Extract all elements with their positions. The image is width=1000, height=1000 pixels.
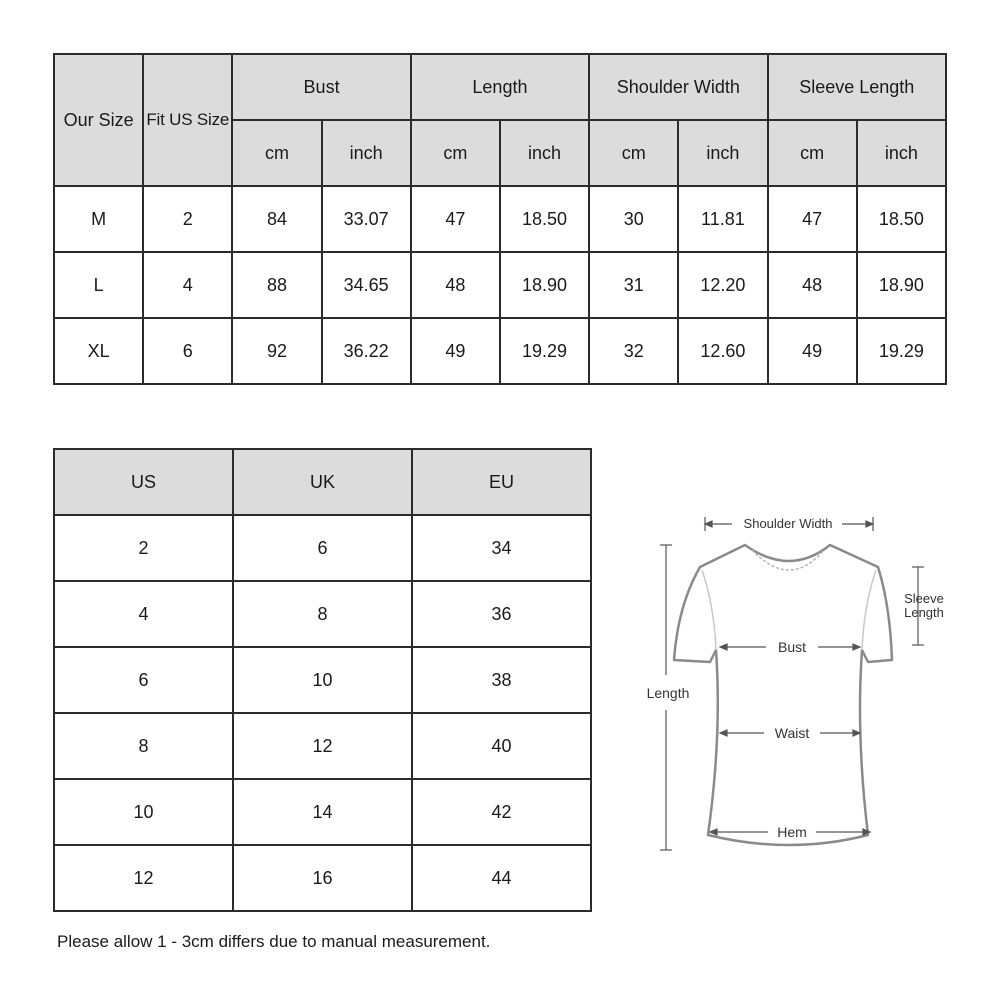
uk-cell: 14 [233,779,412,845]
value-cell: 36.22 [322,318,411,384]
value-cell: 11.81 [678,186,767,252]
shoulder-width-label: Shoulder Width [743,516,833,531]
size-cell: L [54,252,143,318]
eu-cell: 36 [412,581,591,647]
uk-cell: 6 [233,515,412,581]
header-length: Length [411,54,589,120]
size-chart-table [53,53,947,385]
value-cell: 12.20 [678,252,767,318]
us-cell: 10 [54,779,233,845]
eu-cell: 34 [412,515,591,581]
sleeve-length-label-line1: Sleeve [904,591,944,606]
us-cell: 2 [54,515,233,581]
value-cell: 18.90 [857,252,946,318]
table-row [54,713,591,779]
unit-cell: cm [768,120,857,186]
unit-cell: inch [500,120,589,186]
unit-cell: cm [232,120,321,186]
table-row [54,318,946,384]
length-label: Length [646,685,690,701]
tshirt-outline [674,545,892,845]
table-row [54,845,591,911]
value-cell: 84 [232,186,321,252]
value-cell: 33.07 [322,186,411,252]
uk-cell: 10 [233,647,412,713]
table-row [54,647,591,713]
value-cell: 18.90 [500,252,589,318]
sleeve-length-label-line2: Length [904,605,944,620]
size-chart-header-row [54,54,946,120]
value-cell: 12.60 [678,318,767,384]
header-bust: Bust [232,54,410,120]
header-eu: EU [412,449,591,515]
hem-label: Hem [777,824,807,840]
value-cell: 18.50 [857,186,946,252]
us-cell: 12 [54,845,233,911]
table-row [54,515,591,581]
value-cell: 31 [589,252,678,318]
unit-cell: inch [322,120,411,186]
us-cell: 6 [54,647,233,713]
unit-cell: cm [589,120,678,186]
header-us: US [54,449,233,515]
header-our-size: Our Size [54,54,143,186]
us-size-cell: 2 [143,186,232,252]
value-cell: 47 [411,186,500,252]
value-cell: 32 [589,318,678,384]
unit-cell: cm [411,120,500,186]
measurement-note: Please allow 1 - 3cm differs due to manual measurement. [57,932,491,951]
us-cell: 8 [54,713,233,779]
unit-cell: inch [857,120,946,186]
value-cell: 49 [768,318,857,384]
header-shoulder-width: Shoulder Width [589,54,767,120]
us-size-cell: 4 [143,252,232,318]
size-cell: XL [54,318,143,384]
size-conversion-table [53,448,592,912]
unit-cell: inch [678,120,767,186]
header-sleeve-length: Sleeve Length [768,54,946,120]
value-cell: 49 [411,318,500,384]
value-cell: 92 [232,318,321,384]
conversion-header-row [54,449,591,515]
value-cell: 48 [768,252,857,318]
uk-cell: 12 [233,713,412,779]
table-row [54,252,946,318]
eu-cell: 44 [412,845,591,911]
value-cell: 19.29 [500,318,589,384]
eu-cell: 42 [412,779,591,845]
waist-label: Waist [774,725,810,741]
us-size-cell: 6 [143,318,232,384]
us-cell: 4 [54,581,233,647]
value-cell: 47 [768,186,857,252]
eu-cell: 40 [412,713,591,779]
header-fit-us-size: Fit US Size [143,54,232,186]
value-cell: 18.50 [500,186,589,252]
table-row [54,779,591,845]
value-cell: 88 [232,252,321,318]
header-uk: UK [233,449,412,515]
value-cell: 48 [411,252,500,318]
tshirt-measurement-diagram [640,505,960,865]
uk-cell: 8 [233,581,412,647]
value-cell: 30 [589,186,678,252]
size-cell: M [54,186,143,252]
eu-cell: 38 [412,647,591,713]
value-cell: 19.29 [857,318,946,384]
table-row [54,186,946,252]
uk-cell: 16 [233,845,412,911]
table-row [54,581,591,647]
value-cell: 34.65 [322,252,411,318]
bust-label: Bust [777,639,807,655]
